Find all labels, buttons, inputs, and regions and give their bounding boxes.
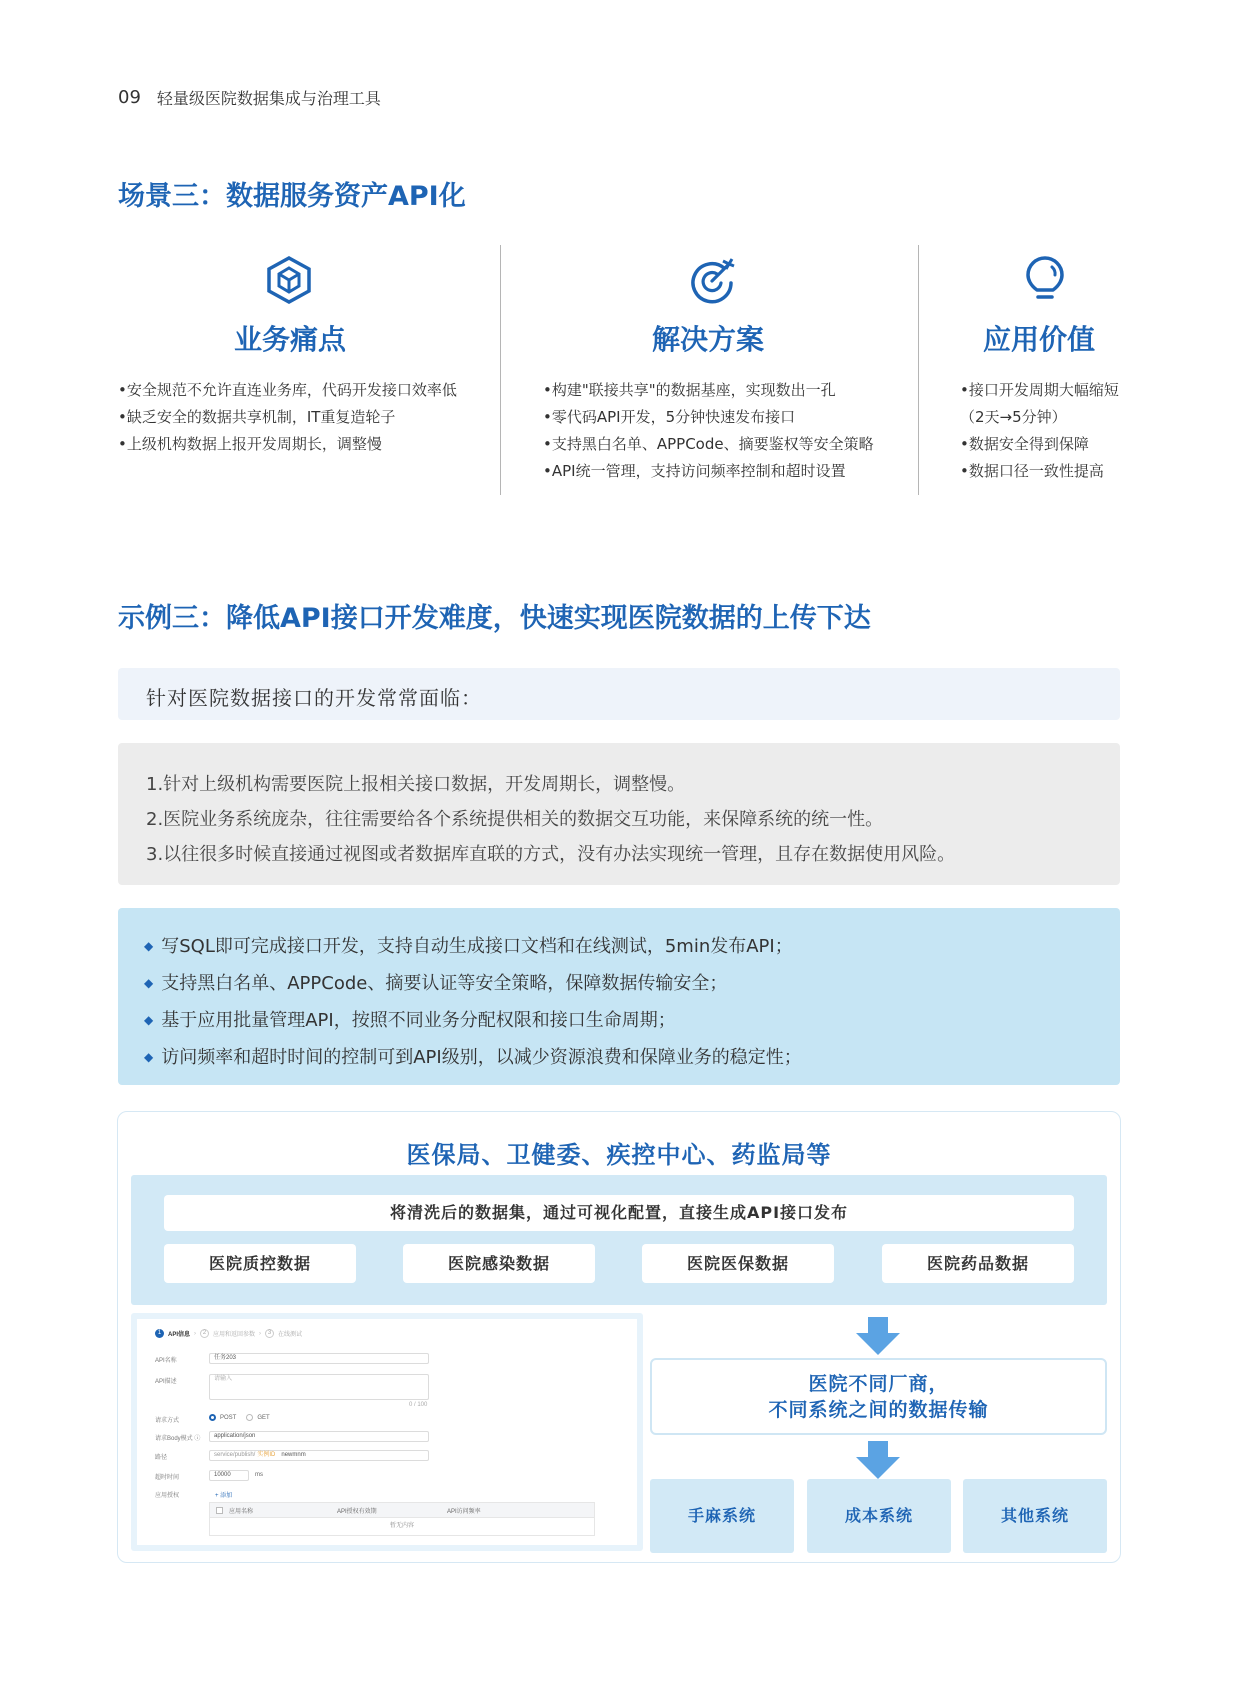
body-mode-select[interactable]: application/json bbox=[209, 1431, 429, 1442]
method-radio-group[interactable]: POST GET bbox=[209, 1414, 270, 1421]
column-pain-points bbox=[118, 245, 500, 495]
section2-title: 示例三：降低API接口开发难度，快速实现医院数据的上传下达 bbox=[118, 603, 871, 634]
data-tile: 医院质控数据 bbox=[164, 1244, 356, 1283]
publish-band bbox=[131, 1175, 1107, 1305]
path-field[interactable]: service/publish/ 实例ID newmnm bbox=[209, 1450, 429, 1461]
down-arrow-icon bbox=[856, 1317, 900, 1355]
diamond-bullet-icon: ◆ bbox=[144, 1013, 154, 1027]
list-item: •构建"联接共享"的数据基座，实现数出一孔 bbox=[543, 381, 836, 399]
cube-hexagon-icon bbox=[264, 255, 314, 305]
transfer-box: 医院不同厂商， 不同系统之间的数据传输 bbox=[650, 1358, 1107, 1435]
feature-item: ◆ 支持黑白名单、APPCode、摘要认证等安全策略，保障数据传输安全； bbox=[144, 973, 728, 994]
list-item: •数据安全得到保障 bbox=[960, 435, 1089, 453]
diamond-bullet-icon: ◆ bbox=[144, 976, 154, 990]
down-arrow-icon bbox=[856, 1441, 900, 1479]
column-title: 解决方案 bbox=[652, 323, 765, 356]
feature-item: ◆ 写SQL即可完成接口开发，支持自动生成接口文档和在线测试，5min发布API； bbox=[144, 936, 793, 957]
publish-bar: 将清洗后的数据集，通过可视化配置，直接生成API接口发布 bbox=[164, 1195, 1074, 1231]
diagram-title: 医保局、卫健委、疾控中心、药监局等 bbox=[406, 1141, 832, 1169]
step-1-icon: 1 bbox=[155, 1329, 164, 1338]
system-tile: 成本系统 bbox=[807, 1479, 951, 1553]
column-value bbox=[918, 245, 1128, 495]
list-item: •缺乏安全的数据共享机制，IT重复造轮子 bbox=[118, 408, 396, 426]
step-indicator: 1 API信息 › 2 应用和返回参数 › 3 在线测试 bbox=[155, 1329, 302, 1338]
column-title: 应用价值 bbox=[983, 323, 1096, 356]
problem-item: 3.以往很多时候直接通过视图或者数据库直联的方式，没有办法实现统一管理，且存在数据使用风险。 bbox=[146, 844, 956, 865]
architecture-diagram bbox=[117, 1111, 1121, 1563]
page-header bbox=[118, 86, 381, 109]
lead-bar: 针对医院数据接口的开发常常面临： bbox=[118, 668, 1120, 720]
auth-table-empty: 暂无内容 bbox=[209, 1518, 595, 1536]
list-item: •API统一管理，支持访问频率控制和超时设置 bbox=[543, 462, 846, 480]
step-3-icon: 3 bbox=[265, 1329, 274, 1338]
timeout-field[interactable]: 10000 bbox=[209, 1470, 249, 1481]
list-item: •零代码API开发，5分钟快速发布接口 bbox=[543, 408, 796, 426]
lightbulb-icon bbox=[1020, 255, 1070, 305]
api-desc-field[interactable]: 请输入 bbox=[209, 1374, 429, 1400]
step-2-icon: 2 bbox=[200, 1329, 209, 1338]
data-tile: 医院医保数据 bbox=[642, 1244, 834, 1283]
list-item: •接口开发周期大幅缩短 bbox=[960, 381, 1119, 399]
data-tile: 医院药品数据 bbox=[882, 1244, 1074, 1283]
api-config-screenshot: 1 API信息 › 2 应用和返回参数 › 3 在线测试 API名称 任务203 API描述 请输入 0 / 100 请求方式 POST GET 请求Body模式 ⓘ application/json 路径 service/publish/ 实例ID newmnm 超时时间 10000 ms 应用授权 + 添加 应用名称 API授权有效期 API访问频率 暂无内容 bbox=[131, 1313, 643, 1551]
auth-table-header: 应用名称 API授权有效期 API访问频率 bbox=[209, 1502, 595, 1518]
list-item: （2天→5分钟） bbox=[960, 408, 1067, 426]
add-auth-button[interactable]: + 添加 bbox=[215, 1493, 233, 1499]
checkbox-icon[interactable] bbox=[216, 1507, 223, 1514]
target-arrow-icon bbox=[687, 255, 737, 305]
doc-title: 轻量级医院数据集成与治理工具 bbox=[156, 89, 381, 108]
diamond-bullet-icon: ◆ bbox=[144, 1050, 154, 1064]
list-item: •安全规范不允许直连业务库，代码开发接口效率低 bbox=[118, 381, 457, 399]
system-tile: 手麻系统 bbox=[650, 1479, 794, 1553]
api-name-field[interactable]: 任务203 bbox=[209, 1353, 429, 1364]
diamond-bullet-icon: ◆ bbox=[144, 939, 154, 953]
column-title: 业务痛点 bbox=[234, 323, 347, 356]
features-box bbox=[118, 908, 1120, 1085]
list-item: •支持黑白名单、APPCode、摘要鉴权等安全策略 bbox=[543, 435, 874, 453]
radio-icon[interactable] bbox=[246, 1414, 253, 1421]
scenario-columns bbox=[118, 245, 1128, 495]
system-tile: 其他系统 bbox=[963, 1479, 1107, 1553]
column-solution bbox=[500, 245, 918, 495]
list-item: •上级机构数据上报开发周期长，调整慢 bbox=[118, 435, 382, 453]
feature-item: ◆ 基于应用批量管理API，按照不同业务分配权限和接口生命周期； bbox=[144, 1010, 676, 1031]
list-item: •数据口径一致性提高 bbox=[960, 462, 1104, 480]
section1-title: 场景三：数据服务资产API化 bbox=[118, 181, 466, 212]
data-tile: 医院感染数据 bbox=[403, 1244, 595, 1283]
feature-item: ◆ 访问频率和超时时间的控制可到API级别，以减少资源浪费和保障业务的稳定性； bbox=[144, 1047, 802, 1068]
problem-item: 2.医院业务系统庞杂，往往需要给各个系统提供相关的数据交互功能，来保障系统的统一性。 bbox=[146, 809, 884, 830]
problems-box bbox=[118, 743, 1120, 885]
problem-item: 1.针对上级机构需要医院上报相关接口数据，开发周期长，调整慢。 bbox=[146, 774, 686, 795]
page-number: 09 bbox=[118, 87, 141, 108]
radio-icon[interactable] bbox=[209, 1414, 216, 1421]
